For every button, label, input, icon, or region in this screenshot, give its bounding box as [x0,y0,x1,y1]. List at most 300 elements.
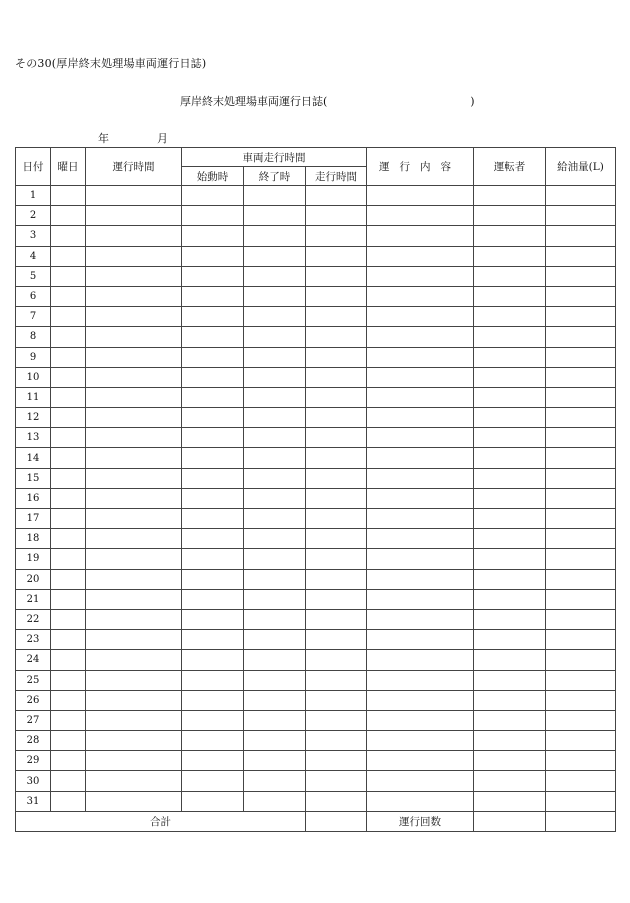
table-row [16,609,616,629]
running-time-cell[interactable] [306,670,367,690]
operation-time-cell[interactable] [86,751,182,771]
end-time-cell[interactable] [244,347,306,367]
operation-time-cell[interactable] [86,589,182,609]
operation-content-cell[interactable] [367,771,474,791]
day-number: 14 [16,448,51,468]
fuel-cell[interactable] [546,751,616,771]
operation-content-cell[interactable] [367,609,474,629]
day-number: 18 [16,529,51,549]
operation-time-cell[interactable] [86,428,182,448]
end-time-cell[interactable] [244,609,306,629]
weekday-cell[interactable] [51,266,86,286]
start-time-cell[interactable] [182,448,244,468]
running-time-cell[interactable] [306,529,367,549]
table-row [16,186,616,206]
fuel-cell[interactable] [546,367,616,387]
start-time-cell[interactable] [182,387,244,407]
driver-cell[interactable] [474,186,546,206]
header-weekday: 曜日 [51,148,86,186]
month-label: 月 [157,132,168,145]
running-time-cell[interactable] [306,549,367,569]
end-time-cell[interactable] [244,650,306,670]
start-time-cell[interactable] [182,408,244,428]
operation-content-cell[interactable] [367,408,474,428]
operation-time-cell[interactable] [86,731,182,751]
driver-cell[interactable] [474,448,546,468]
fuel-cell[interactable] [546,226,616,246]
header-operation-content: 運行内容 [367,148,474,186]
driver-cell[interactable] [474,589,546,609]
weekday-cell[interactable] [51,751,86,771]
driver-cell[interactable] [474,307,546,327]
end-time-cell[interactable] [244,246,306,266]
table-row [16,791,616,811]
end-time-cell[interactable] [244,428,306,448]
start-time-cell[interactable] [182,246,244,266]
end-time-cell[interactable] [244,367,306,387]
fuel-cell[interactable] [546,630,616,650]
operation-content-cell[interactable] [367,488,474,508]
start-time-cell[interactable] [182,509,244,529]
running-time-cell[interactable] [306,509,367,529]
operation-time-cell[interactable] [86,569,182,589]
driver-cell[interactable] [474,670,546,690]
start-time-cell[interactable] [182,731,244,751]
operation-time-cell[interactable] [86,549,182,569]
end-time-cell[interactable] [244,731,306,751]
fuel-cell[interactable] [546,589,616,609]
fuel-cell[interactable] [546,468,616,488]
operation-content-cell[interactable] [367,327,474,347]
operation-content-cell[interactable] [367,630,474,650]
end-time-cell[interactable] [244,266,306,286]
table-row [16,710,616,730]
running-time-cell[interactable] [306,791,367,811]
driver-cell[interactable] [474,206,546,226]
operation-content-cell[interactable] [367,347,474,367]
end-time-cell[interactable] [244,408,306,428]
end-time-cell[interactable] [244,488,306,508]
header-driver: 運転者 [474,148,546,186]
table-row [16,428,616,448]
operation-content-cell[interactable] [367,367,474,387]
table-row [16,448,616,468]
operation-content-cell[interactable] [367,286,474,306]
running-time-cell[interactable] [306,731,367,751]
running-time-cell[interactable] [306,387,367,407]
fuel-cell[interactable] [546,266,616,286]
start-time-cell[interactable] [182,690,244,710]
running-time-cell[interactable] [306,569,367,589]
weekday-cell[interactable] [51,690,86,710]
start-time-cell[interactable] [182,488,244,508]
operation-time-cell[interactable] [86,408,182,428]
driver-cell[interactable] [474,226,546,246]
table-row [16,468,616,488]
weekday-cell[interactable] [51,206,86,226]
operation-time-cell[interactable] [86,266,182,286]
end-time-cell[interactable] [244,186,306,206]
driver-cell[interactable] [474,549,546,569]
operation-time-cell[interactable] [86,226,182,246]
start-time-cell[interactable] [182,589,244,609]
driver-cell[interactable] [474,569,546,589]
start-time-cell[interactable] [182,367,244,387]
operation-time-cell[interactable] [86,630,182,650]
fuel-cell[interactable] [546,408,616,428]
operation-time-cell[interactable] [86,609,182,629]
start-time-cell[interactable] [182,650,244,670]
driver-cell[interactable] [474,367,546,387]
header-fuel-amount: 給油量(L) [546,148,616,186]
running-time-cell[interactable] [306,246,367,266]
operation-content-cell[interactable] [367,670,474,690]
table-row [16,690,616,710]
running-time-cell[interactable] [306,589,367,609]
running-time-cell[interactable] [306,609,367,629]
operation-content-cell[interactable] [367,307,474,327]
operation-content-cell[interactable] [367,791,474,811]
weekday-cell[interactable] [51,609,86,629]
running-time-cell[interactable] [306,710,367,730]
operation-time-cell[interactable] [86,367,182,387]
driver-cell[interactable] [474,529,546,549]
fuel-cell[interactable] [546,428,616,448]
driver-cell[interactable] [474,630,546,650]
operation-time-cell[interactable] [86,529,182,549]
weekday-cell[interactable] [51,650,86,670]
operation-time-cell[interactable] [86,246,182,266]
table-row [16,549,616,569]
end-time-cell[interactable] [244,327,306,347]
weekday-cell[interactable] [51,549,86,569]
operation-time-cell[interactable] [86,468,182,488]
operation-content-cell[interactable] [367,226,474,246]
table-row [16,226,616,246]
end-time-cell[interactable] [244,771,306,791]
operation-content-cell[interactable] [367,650,474,670]
operation-content-cell[interactable] [367,589,474,609]
start-time-cell[interactable] [182,206,244,226]
weekday-cell[interactable] [51,771,86,791]
end-time-cell[interactable] [244,589,306,609]
operation-content-cell[interactable] [367,509,474,529]
driver-cell[interactable] [474,751,546,771]
day-number: 2 [16,206,51,226]
fuel-cell[interactable] [546,549,616,569]
start-time-cell[interactable] [182,347,244,367]
fuel-cell[interactable] [546,529,616,549]
running-time-cell[interactable] [306,751,367,771]
end-time-cell[interactable] [244,630,306,650]
operation-content-cell[interactable] [367,387,474,407]
operation-content-cell[interactable] [367,186,474,206]
weekday-cell[interactable] [51,408,86,428]
start-time-cell[interactable] [182,186,244,206]
day-number: 1 [16,186,51,206]
operation-log-table [15,147,616,832]
table-row [16,387,616,407]
day-number: 16 [16,488,51,508]
document-title: 厚岸終末処理場車両運行日誌( ) [180,95,475,108]
day-number: 23 [16,630,51,650]
table-row [16,751,616,771]
day-number: 31 [16,791,51,811]
fuel-cell[interactable] [546,206,616,226]
end-time-cell[interactable] [244,206,306,226]
table-row [16,408,616,428]
running-time-cell[interactable] [306,428,367,448]
start-time-cell[interactable] [182,791,244,811]
day-number: 26 [16,690,51,710]
operation-content-cell[interactable] [367,246,474,266]
start-time-cell[interactable] [182,266,244,286]
running-time-cell[interactable] [306,347,367,367]
start-time-cell[interactable] [182,529,244,549]
day-number: 6 [16,286,51,306]
running-time-cell[interactable] [306,327,367,347]
operation-time-cell[interactable] [86,670,182,690]
driver-cell[interactable] [474,428,546,448]
operation-content-cell[interactable] [367,751,474,771]
operation-time-cell[interactable] [86,791,182,811]
end-time-cell[interactable] [244,549,306,569]
end-time-cell[interactable] [244,226,306,246]
running-time-cell[interactable] [306,630,367,650]
start-time-cell[interactable] [182,468,244,488]
header-date: 日付 [16,148,51,186]
fuel-cell[interactable] [546,690,616,710]
operation-time-cell[interactable] [86,650,182,670]
driver-cell[interactable] [474,488,546,508]
running-time-cell[interactable] [306,206,367,226]
total-driver-cell[interactable] [474,811,546,831]
table-row [16,367,616,387]
operation-time-cell[interactable] [86,327,182,347]
operation-time-cell[interactable] [86,710,182,730]
driver-cell[interactable] [474,710,546,730]
operation-time-cell[interactable] [86,771,182,791]
start-time-cell[interactable] [182,327,244,347]
weekday-cell[interactable] [51,448,86,468]
running-time-cell[interactable] [306,468,367,488]
day-number: 27 [16,710,51,730]
end-time-cell[interactable] [244,307,306,327]
start-time-cell[interactable] [182,771,244,791]
weekday-cell[interactable] [51,509,86,529]
weekday-cell[interactable] [51,569,86,589]
driver-cell[interactable] [474,771,546,791]
driver-cell[interactable] [474,387,546,407]
fuel-cell[interactable] [546,609,616,629]
total-fuel-cell[interactable] [546,811,616,831]
end-time-cell[interactable] [244,448,306,468]
operation-time-cell[interactable] [86,206,182,226]
table-row [16,731,616,751]
fuel-cell[interactable] [546,710,616,730]
fuel-cell[interactable] [546,488,616,508]
driver-cell[interactable] [474,266,546,286]
start-time-cell[interactable] [182,286,244,306]
weekday-cell[interactable] [51,186,86,206]
day-number: 7 [16,307,51,327]
running-time-cell[interactable] [306,690,367,710]
start-time-cell[interactable] [182,609,244,629]
start-time-cell[interactable] [182,428,244,448]
end-time-cell[interactable] [244,569,306,589]
weekday-cell[interactable] [51,791,86,811]
fuel-cell[interactable] [546,387,616,407]
driver-cell[interactable] [474,347,546,367]
running-time-cell[interactable] [306,226,367,246]
end-time-cell[interactable] [244,468,306,488]
operation-content-cell[interactable] [367,266,474,286]
operation-time-cell[interactable] [86,307,182,327]
operation-content-cell[interactable] [367,549,474,569]
driver-cell[interactable] [474,731,546,751]
driver-cell[interactable] [474,690,546,710]
driver-cell[interactable] [474,509,546,529]
weekday-cell[interactable] [51,307,86,327]
fuel-cell[interactable] [546,650,616,670]
day-number: 10 [16,367,51,387]
fuel-cell[interactable] [546,670,616,690]
document-label: その30(厚岸終末処理場車両運行日誌) [15,57,207,70]
operation-time-cell[interactable] [86,347,182,367]
weekday-cell[interactable] [51,468,86,488]
running-time-cell[interactable] [306,307,367,327]
running-time-cell[interactable] [306,448,367,468]
running-time-cell[interactable] [306,186,367,206]
day-number: 30 [16,771,51,791]
operation-content-cell[interactable] [367,529,474,549]
end-time-cell[interactable] [244,751,306,771]
weekday-cell[interactable] [51,488,86,508]
weekday-cell[interactable] [51,286,86,306]
operation-time-cell[interactable] [86,448,182,468]
fuel-cell[interactable] [546,246,616,266]
fuel-cell[interactable] [546,307,616,327]
weekday-cell[interactable] [51,529,86,549]
driver-cell[interactable] [474,286,546,306]
end-time-cell[interactable] [244,509,306,529]
weekday-cell[interactable] [51,710,86,730]
driver-cell[interactable] [474,650,546,670]
end-time-cell[interactable] [244,286,306,306]
running-time-cell[interactable] [306,286,367,306]
day-number: 28 [16,731,51,751]
end-time-cell[interactable] [244,791,306,811]
driver-cell[interactable] [474,408,546,428]
end-time-cell[interactable] [244,690,306,710]
weekday-cell[interactable] [51,246,86,266]
day-number: 24 [16,650,51,670]
end-time-cell[interactable] [244,387,306,407]
operation-time-cell[interactable] [86,509,182,529]
fuel-cell[interactable] [546,186,616,206]
operation-content-cell[interactable] [367,690,474,710]
driver-cell[interactable] [474,246,546,266]
table-row [16,670,616,690]
fuel-cell[interactable] [546,731,616,751]
operation-content-cell[interactable] [367,206,474,226]
weekday-cell[interactable] [51,226,86,246]
driver-cell[interactable] [474,609,546,629]
total-running-time-cell[interactable] [306,811,367,831]
day-rows [16,186,616,812]
weekday-cell[interactable] [51,731,86,751]
operation-content-cell[interactable] [367,710,474,730]
operation-time-cell[interactable] [86,186,182,206]
running-time-cell[interactable] [306,367,367,387]
end-time-cell[interactable] [244,710,306,730]
weekday-cell[interactable] [51,428,86,448]
start-time-cell[interactable] [182,630,244,650]
header-start-time: 始動時 [182,167,244,186]
operation-time-cell[interactable] [86,488,182,508]
year-label: 年 [98,132,109,145]
weekday-cell[interactable] [51,347,86,367]
start-time-cell[interactable] [182,307,244,327]
table-row [16,529,616,549]
running-time-cell[interactable] [306,771,367,791]
start-time-cell[interactable] [182,569,244,589]
fuel-cell[interactable] [546,448,616,468]
weekday-cell[interactable] [51,630,86,650]
start-time-cell[interactable] [182,670,244,690]
fuel-cell[interactable] [546,347,616,367]
day-number: 13 [16,428,51,448]
fuel-cell[interactable] [546,509,616,529]
end-time-cell[interactable] [244,529,306,549]
fuel-cell[interactable] [546,771,616,791]
start-time-cell[interactable] [182,226,244,246]
weekday-cell[interactable] [51,589,86,609]
driver-cell[interactable] [474,327,546,347]
weekday-cell[interactable] [51,387,86,407]
operation-content-cell[interactable] [367,448,474,468]
fuel-cell[interactable] [546,791,616,811]
weekday-cell[interactable] [51,670,86,690]
table-row [16,589,616,609]
fuel-cell[interactable] [546,569,616,589]
header-operation-time: 運行時間 [86,148,182,186]
operation-time-cell[interactable] [86,286,182,306]
fuel-cell[interactable] [546,286,616,306]
operation-content-cell[interactable] [367,569,474,589]
operation-time-cell[interactable] [86,690,182,710]
weekday-cell[interactable] [51,367,86,387]
driver-cell[interactable] [474,468,546,488]
operation-content-cell[interactable] [367,731,474,751]
start-time-cell[interactable] [182,549,244,569]
operation-content-cell[interactable] [367,468,474,488]
running-time-cell[interactable] [306,488,367,508]
running-time-cell[interactable] [306,408,367,428]
header-running-time: 走行時間 [306,167,367,186]
operation-content-cell[interactable] [367,428,474,448]
running-time-cell[interactable] [306,266,367,286]
start-time-cell[interactable] [182,710,244,730]
start-time-cell[interactable] [182,751,244,771]
driver-cell[interactable] [474,791,546,811]
operation-time-cell[interactable] [86,387,182,407]
fuel-cell[interactable] [546,327,616,347]
day-number: 22 [16,609,51,629]
end-time-cell[interactable] [244,670,306,690]
weekday-cell[interactable] [51,327,86,347]
running-time-cell[interactable] [306,650,367,670]
